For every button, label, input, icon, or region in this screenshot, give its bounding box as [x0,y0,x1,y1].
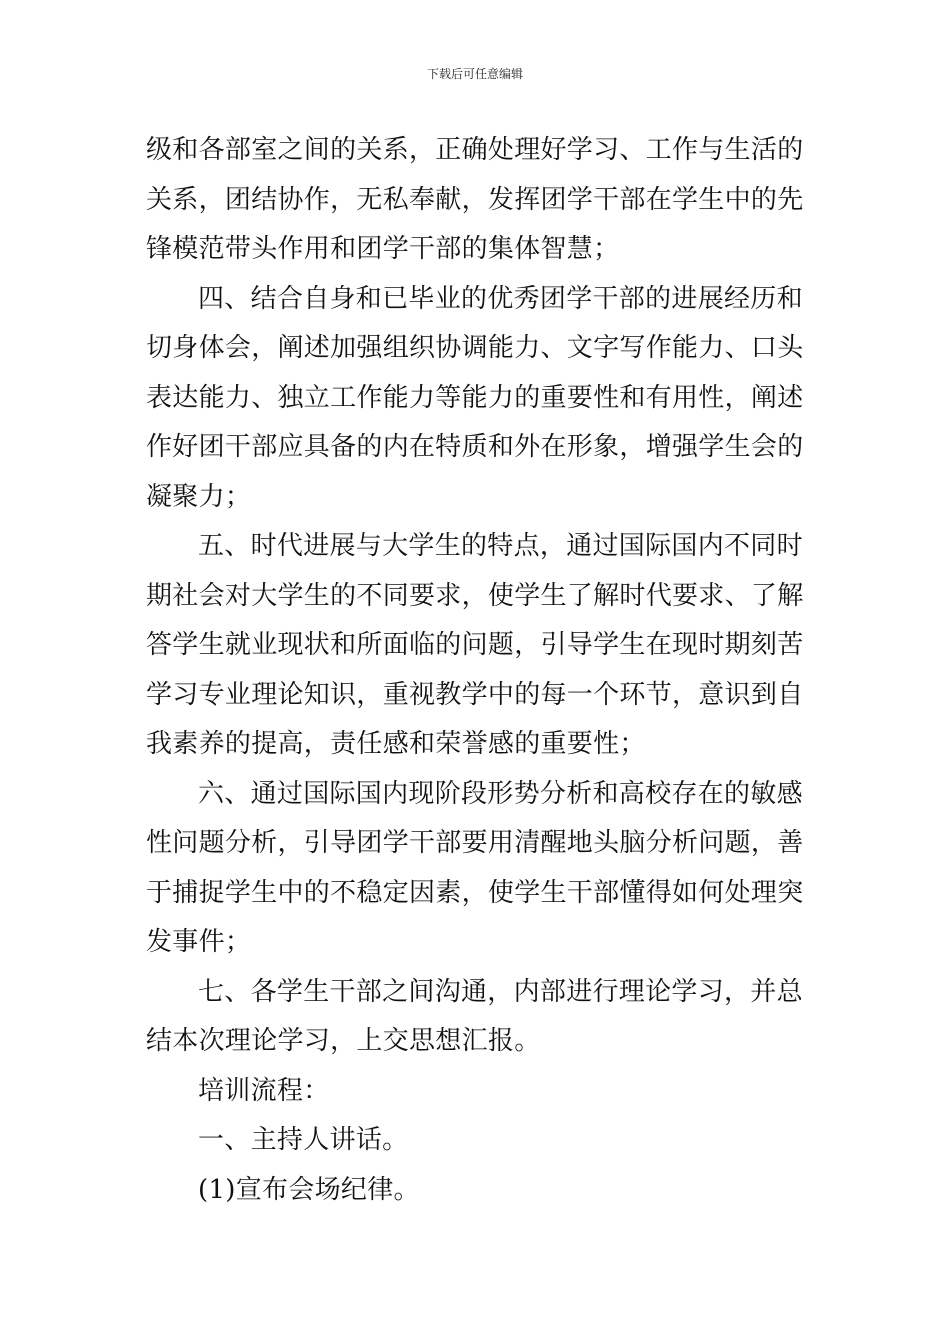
text-line: 作好团干部应具备的内在特质和外在形象，增强学生会的 [146,432,804,462]
text-line: 关系，团结协作，无私奉献，发挥团学干部在学生中的先 [146,184,804,215]
document-body [146,126,810,1215]
list-item: 一、主持人讲话。 [198,1125,409,1155]
paragraph-start-line: 六、通过国际国内现阶段形势分析和高校存在的敏感 [198,778,803,809]
text-line: 发事件； [146,927,252,957]
text-line: 性问题分析，引导团学干部要用清醒地头脑分析问题，善 [146,828,804,858]
page-header-note: 下载后可任意编辑 [426,67,523,81]
text-line: 我素养的提高，责任感和荣誉感的重要性； [146,729,646,759]
text-line: 级和各部室之间的关系，正确处理好学习、工作与生活的 [146,135,804,165]
paragraph-start-line: 五、时代进展与大学生的特点，通过国际国内不同时 [198,531,803,561]
paragraph-start-line: 七、各学生干部之间沟通，内部进行理论学习，并总 [198,976,803,1007]
text-line: 于捕捉学生中的不稳定因素，使学生干部懂得如何处理突 [146,877,804,908]
text-line: 表达能力、独立工作能力等能力的重要性和有用性，阐述 [146,382,804,413]
text-line: 期社会对大学生的不同要求，使学生了解时代要求、了解 [146,580,804,611]
text-line: 答学生就业现状和所面临的问题，引导学生在现时期刻苦 [146,630,804,660]
text-line: 锋模范带头作用和团学干部的集体智慧； [146,234,620,264]
text-line: 切身体会，阐述加强组织协调能力、文字写作能力、口头 [146,333,804,363]
section-heading: 培训流程： [198,1075,330,1106]
paragraph-start-line: 四、结合自身和已毕业的优秀团学干部的进展经历和 [198,283,803,314]
list-item: (1)宣布会场纪律。 [198,1174,420,1205]
text-line: 学习专业理论知识，重视教学中的每一个环节，意识到自 [146,679,804,710]
text-line: 凝聚力； [146,481,252,512]
text-line: 结本次理论学习，上交思想汇报。 [146,1026,541,1056]
